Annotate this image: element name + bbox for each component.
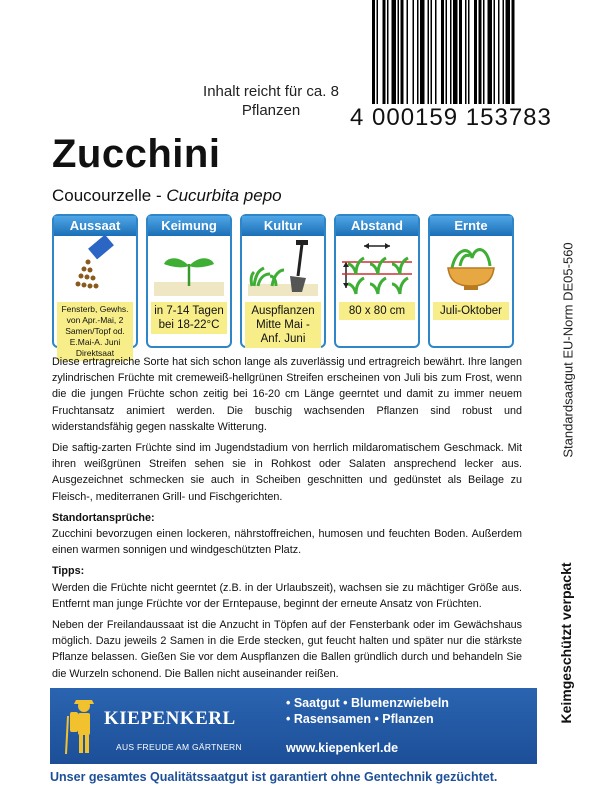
product-line: • Saatgut • Blumenzwiebeln (286, 696, 449, 710)
product-list (286, 695, 449, 727)
harvest-bowl-icon (430, 236, 512, 298)
step-keimung (146, 214, 232, 348)
barcode-bar (383, 0, 386, 104)
barcode-bar (488, 0, 493, 104)
barcode-bar (387, 0, 389, 104)
barcode-bar (377, 0, 379, 104)
barcode-bar (483, 0, 485, 104)
page-title: Zucchini (52, 132, 221, 176)
barcode-bar (503, 0, 505, 104)
barcode-bar (450, 0, 452, 104)
step-header: Abstand (336, 216, 418, 236)
content-note: Inhalt reicht für ca. 8 Pflanzen (203, 83, 339, 119)
barcode-bar (398, 0, 400, 104)
step-text: 80 x 80 cm (348, 305, 406, 317)
website-link[interactable]: www.kiepenkerl.de (286, 741, 399, 755)
step-text: in 7-14 Tagen bei 18-22°C (154, 305, 224, 331)
step-abstand (334, 214, 420, 348)
barcode-bar (401, 0, 404, 104)
step-header: Aussaat (54, 216, 136, 236)
sowing-icon (54, 236, 136, 298)
barcode-bar (413, 0, 415, 104)
packed-note (552, 520, 580, 765)
barcode-bar (506, 0, 511, 104)
packed-note-text: Keimgeschützt verpackt (558, 561, 574, 724)
product-line: • Rasensamen • Pflanzen (286, 712, 434, 726)
location-heading: Standortansprüche: (52, 511, 155, 524)
barcode-bar (459, 0, 462, 104)
barcode-bar (512, 0, 515, 104)
step-header: Ernte (430, 216, 512, 236)
latin-name: Cucurbita pepo (166, 186, 282, 205)
barcode-bar (372, 0, 375, 104)
seedling-icon (148, 236, 230, 298)
barcode-bar (428, 0, 430, 104)
barcode (370, 0, 565, 104)
barcode-bar (474, 0, 477, 104)
tips-heading: Tipps: (52, 565, 85, 578)
step-kultur (240, 214, 326, 348)
barcode-bar (420, 0, 425, 104)
barcode-digits: 4 000159 153783 (350, 104, 552, 131)
step-aussaat (52, 214, 138, 358)
description-paragraph: Die saftig-zarten Früchte sind im Jugendstadium von herrlich mildaromatischem Geschmack. Mit ihren weißgrünen Streifen sehen sie in Rohkost oder Salaten ansprechend lecker aus. Ausgezeichnet schmecken sie auch in Scheiben geschnitten und gedünstet als Beilage zu Fleisch-, mediterranen Grill- und Fischgerichten. (52, 442, 522, 503)
spade-icon (242, 236, 324, 298)
common-name: Coucourzelle - (52, 186, 167, 205)
subtitle (52, 186, 282, 206)
tips-paragraph: Neben der Freilandaussaat ist die Anzucht in Töpfen auf der Fensterbank oder im Gewächshaus möglich. Dazu jeweils 2 Samen in die Erde stecken, gut feucht halten und später nur die stärkste Pflanze belassen. Gießen Sie vor dem Auspflanzen die Ballen gründlich durch und behandeln Sie die Wurzeln schonend. Die Ballen nicht auseinander reißen. (52, 619, 522, 680)
description-paragraph: Diese ertragreiche Sorte hat sich schon lange als zuverlässig und ertragreich bewährt. Ihre langen zylindrischen Früchte mit cremeweiß-hellgrünen Streifen erscheinen von Juli bis zum Frost, wenn die die jungen Früchte schon zeitig bei 16-20 cm Länge geerntet und damit zu immer neuem Fruchtansatz animiert werden. Die buschig wachsenden Pflanzen sind robust und widerstandsfähig gegen nasskalte Witterung. (52, 356, 522, 433)
barcode-bar (431, 0, 433, 104)
barcode-bar (446, 0, 448, 104)
location-paragraph: Zucchini bevorzugen einen lockeren, nährstoffreichen, humosen und feuchten Boden. Außerdem einen warmen sonnigen und windgeschützten Platz. (52, 528, 522, 557)
standard-note (558, 235, 578, 465)
barcode-bar (441, 0, 444, 104)
barcode-bar (465, 0, 467, 104)
step-text: Auspflanzen Mitte Mai - Anf. Juni (251, 305, 315, 345)
barcode-bar (494, 0, 496, 104)
step-text: Juli-Oktober (440, 305, 502, 317)
barcode-bar (468, 0, 470, 104)
barcode-bar (407, 0, 409, 104)
description (52, 354, 522, 687)
standard-note-text: Standardsaatgut EU-Norm DE05-560 (560, 242, 576, 458)
barcode-bar (435, 0, 437, 104)
barcode-bar (392, 0, 397, 104)
barcode-bar (498, 0, 500, 104)
step-header: Keimung (148, 216, 230, 236)
step-text: Fensterb, Gewhs. von Apr.-Mai, 2 Samen/Topf od. E.Mai-A. Juni Direktsaat (61, 304, 129, 358)
spacing-icon (336, 236, 418, 298)
step-header: Kultur (242, 216, 324, 236)
footer-note: Unser gesamtes Qualitätssaatgut ist garantiert ohne Gentechnik gezüchtet. (50, 770, 498, 784)
brand-name: KIEPENKERL (104, 708, 236, 729)
tips-paragraph: Werden die Früchte nicht geerntet (z.B. in der Urlaubszeit), wachsen sie zu mächtiger Größe aus. Entfernt man junge Früchte vor der Erntepause, beginnt der erneute Ansatz von Früchten. (52, 581, 522, 610)
barcode-bar (417, 0, 419, 104)
barcode-bar (479, 0, 482, 104)
brand-slogan: AUS FREUDE AM GÄRTNERN (116, 742, 242, 752)
step-ernte (428, 214, 514, 348)
barcode-bar (453, 0, 458, 104)
